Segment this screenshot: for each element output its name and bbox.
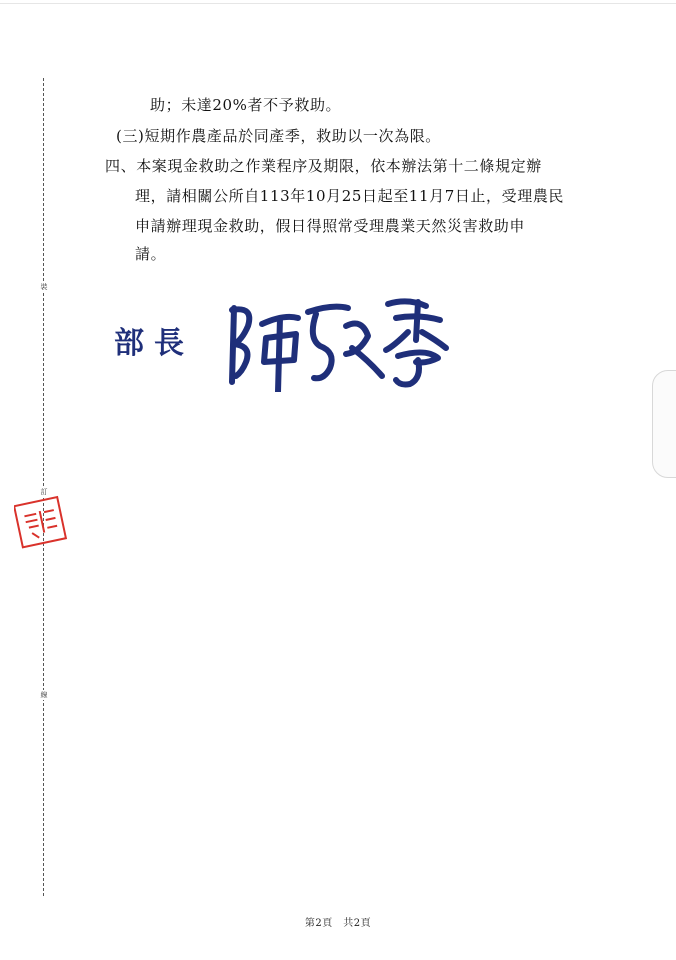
body-line-6: 請。 bbox=[135, 245, 167, 263]
body-line-1: 助；未達20%者不予救助。 bbox=[150, 96, 342, 114]
scroll-handle[interactable] bbox=[652, 370, 676, 478]
binding-mark-zhuang: 裝 bbox=[37, 282, 51, 292]
body-line-5: 申請辦理現金救助，假日得照常受理農業天然災害救助申 bbox=[135, 217, 526, 235]
seal-stamp-icon bbox=[14, 495, 68, 549]
handwritten-signature bbox=[212, 288, 452, 392]
signature-title: 部長 bbox=[114, 326, 194, 361]
binding-mark-xian: 線 bbox=[37, 690, 51, 700]
body-line-2: (三)短期作農產品於同產季，救助以一次為限。 bbox=[116, 127, 441, 145]
body-line-4: 理，請相關公所自113年10月25日起至11月7日止，受理農民 bbox=[135, 187, 565, 205]
binding-mark-ding: 訂 bbox=[37, 487, 51, 497]
top-border bbox=[0, 3, 676, 4]
page-number: 第2頁 共2頁 bbox=[304, 918, 372, 929]
body-line-3: 四、本案現金救助之作業程序及期限，依本辦法第十二條規定辦 bbox=[105, 157, 542, 175]
